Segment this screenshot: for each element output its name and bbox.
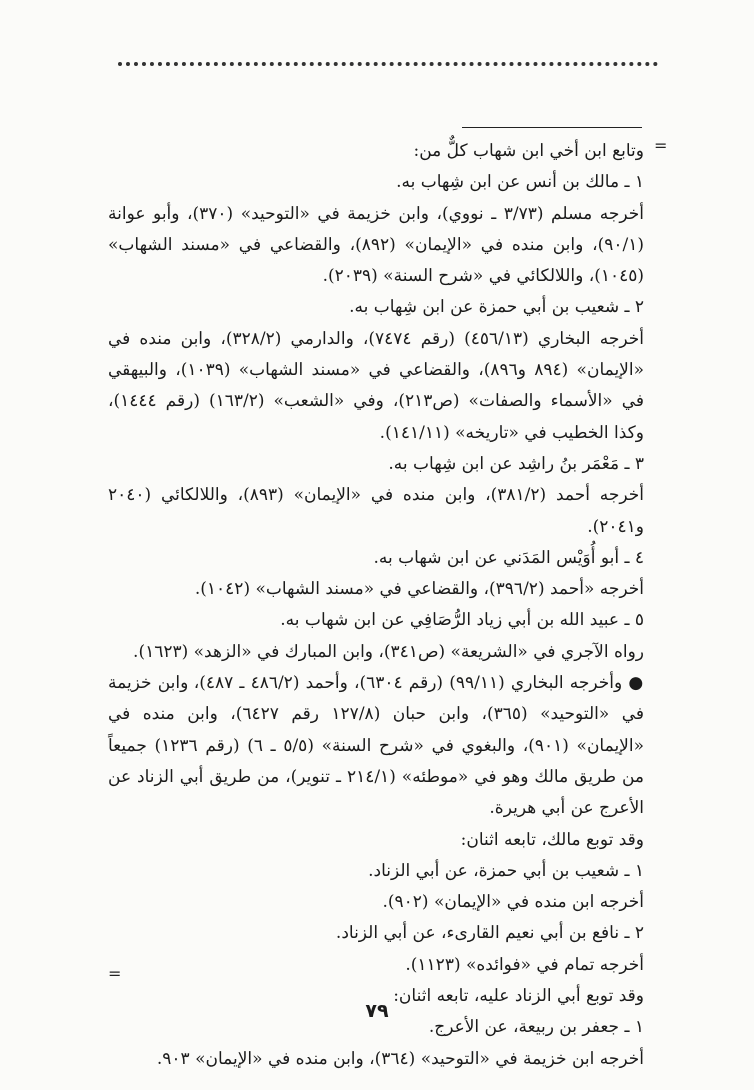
text-line: وتابع ابن أخي ابن شهاب كلٌّ من:: [413, 141, 644, 161]
text-line: ١ ـ جعفر بن ربيعة، عن الأعرج.: [428, 1017, 644, 1038]
text-line: أخرجه مسلم (٣/٧٣ ـ نووي)، وابن خزيمة في «التوحيد» (٣٧٠)، وأبو عوانة (٩٠/١)، وابن منده في «الإيمان» (٨٩٢)، والقضاعي في «مسند الشهاب» (١٠٤٥)، واللالكائي في «شرح السنة» (٢٠٣٩).: [108, 203, 644, 287]
text-line: أخرجه ابن منده في «الإيمان» (٩٠٢).: [382, 892, 644, 913]
page-number: ٧٩: [365, 1000, 389, 1022]
footnote-text: [108, 136, 644, 1075]
text-line: ٤ ـ أبو أُوَيْس المَدَني عن ابن شهاب به.: [373, 547, 644, 568]
text-line: ٣ ـ مَعْمَر بنُ راشِد عن ابن شِهاب به.: [388, 453, 644, 474]
text-line: ٥ ـ عبيد الله بن أبي زياد الرُّصَافِي عن ابن شهاب به.: [280, 610, 644, 631]
text-line: وقد توبع أبي الزناد عليه، تابعه اثنان:: [393, 986, 644, 1007]
text-line: أخرجه «أحمد (٣٩٦/٢)، والقضاعي في «مسند الشهاب» (١٠٤٢).: [194, 579, 644, 600]
text-line: ٢ ـ شعيب بن أبي حمزة عن ابن شِهاب به.: [349, 297, 644, 318]
text-line: رواه الآجري في «الشريعة» (ص٣٤١)، وابن المبارك في «الزهد» (١٦٢٣).: [133, 641, 644, 662]
text-line: ٢ ـ نافع بن أبي نعيم القارىء، عن أبي الزناد.: [335, 923, 644, 944]
text-line: وقد توبع مالك، تابعه اثنان:: [460, 829, 644, 850]
text-line: ١ ـ مالك بن أنس عن ابن شِهاب به.: [396, 172, 644, 193]
text-line: ١ ـ شعيب بن أبي حمزة، عن أبي الزناد.: [368, 860, 644, 881]
text-line: ● وأخرجه البخاري (٩٩/١١) (رقم ٦٣٠٤)، وأحمد (٤٨٦/٢ ـ ٤٨٧)، وابن خزيمة في «التوحيد» (٣٦٥)، وابن حبان (١٢٧/٨ رقم ٦٤٢٧)، وابن منده في «الإيمان» (٩٠١)، والبغوي في «شرح السنة» (٥/٥ ـ ٦) (رقم ١٢٣٦) جميعاً من طريق مالك وهو في «موطئه» (٢١٤/١ ـ تنوير)، من طريق أبي الزناد عن الأعرج عن أبي هريرة.: [108, 673, 644, 819]
text-line: أخرجه البخاري (٤٥٦/١٣) (رقم ٧٤٧٤)، والدارمي (٣٢٨/٢)، وابن منده في «الإيمان» (٨٩٤ و٨٩٦)، والقضاعي في «مسند الشهاب» (١٠٣٩)، والبيهقي في «الأسماء والصفات» (ص٢١٣)، وفي «الشعب» (١٦٣/٢) (رقم ١٤٤٤)، وكذا الخطيب في «تاريخه» (١٤١/١١).: [108, 328, 645, 443]
footnote-separator: [462, 127, 642, 128]
margin-mark-bottom: =: [108, 964, 122, 983]
header-dotted-rule: [118, 62, 658, 66]
text-line: أخرجه تمام في «فوائده» (١١٢٣).: [405, 954, 644, 975]
margin-mark-top: =: [654, 136, 668, 155]
text-line: أخرجه أحمد (٣٨١/٢)، وابن منده في «الإيمان» (٨٩٣)، واللالكائي (٢٠٤٠ و٢٠٤١).: [108, 485, 644, 537]
text-line: أخرجه ابن خزيمة في «التوحيد» (٣٦٤)، وابن منده في «الإيمان» ٩٠٣.: [156, 1048, 644, 1069]
